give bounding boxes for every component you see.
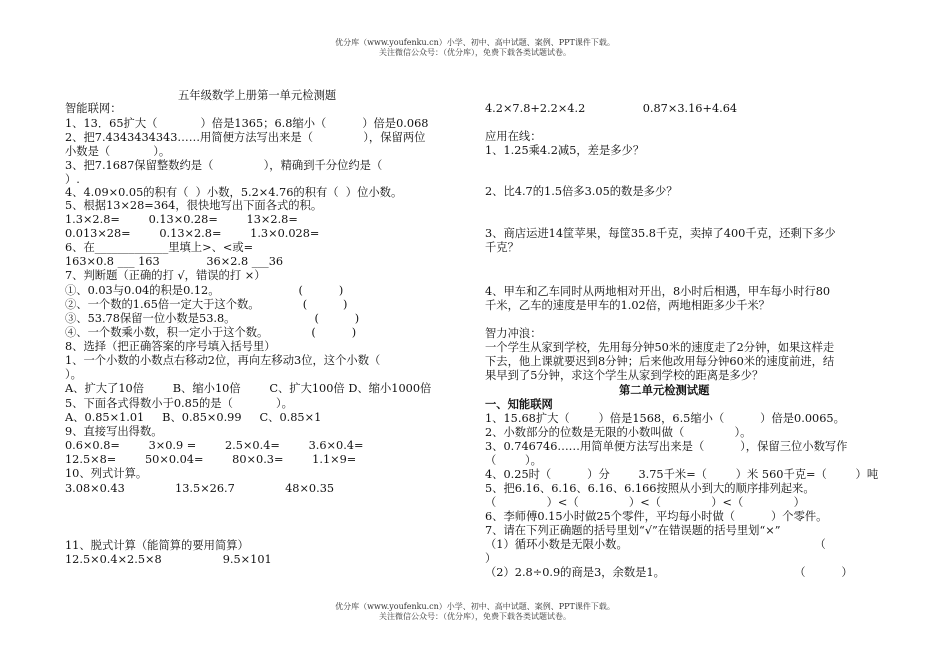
right-line: （2）2.8÷0.9的商是3，余数是1。 （ ） <box>485 566 853 579</box>
right-line: 智力冲浪： <box>485 327 542 340</box>
left-line: 0.6×0.8= 3×0.9 = 2.5×0.4= 3.6×0.4= <box>65 439 364 452</box>
exam-title: 五年级数学上册第一单元检测题 <box>178 89 337 102</box>
left-line: 12.5×8= 50×0.04= 80×0.3= 1.1×9= <box>65 453 357 466</box>
left-line: 0.013×28= 0.13×2.8= 1.3×0.028= <box>65 227 320 240</box>
footer-line-1: 优分库（www.youfenku.cn）小学、初中、高中试题、案例、PPT课件下载。 <box>335 602 615 611</box>
right-line: 2、小数部分的位数是无限的小数叫做（ ）。 <box>485 426 752 439</box>
left-line: ③、53.78保留一位小数是53.8。 ( ) <box>65 312 360 325</box>
left-line: 3.08×0.43 13.5×26.7 48×0.35 <box>65 482 335 495</box>
left-line: 11、脱式计算（能简算的要用简算） <box>65 539 249 552</box>
right-line: （1）循环小数是无限小数。 （ <box>485 538 826 551</box>
header-line-1: 优分库（www.youfenku.cn）小学、初中、高中试题、案例、PPT课件下载。 <box>335 38 615 47</box>
page-footer <box>0 602 950 622</box>
right-line: 3、商店运进14筐苹果，每筐35.8千克，卖掉了400千克，还剩下多少 <box>485 227 836 240</box>
right-line: 6、李师傅0.15小时做25个零件，平均每小时做（ ）个零件。 <box>485 510 828 523</box>
left-line: ②、一个数的1.65倍一定大于这个数。 ( ) <box>65 298 348 311</box>
left-line: 6、在_____________里填上>、<或= <box>65 241 254 254</box>
left-line: ④、一个数乘小数，积一定小于这个数。 ( ) <box>65 326 357 339</box>
left-column <box>65 0 470 668</box>
right-line: 2、比4.7的1.5倍多3.05的数是多少？ <box>485 185 678 198</box>
left-line: 1.3×2.8= 0.13×0.28= 13×2.8= <box>65 213 298 226</box>
left-line: 4、4.09×0.05的积有（ ）小数，5.2×4.76的积有（ ）位小数。 <box>65 186 403 199</box>
left-line: 9、直接写出得数。 <box>65 425 163 438</box>
left-line: ）. <box>65 173 80 186</box>
left-line: 10、列式计算。 <box>65 467 148 480</box>
footer-line-2: 关注微信公众号：（优分库），免费下载各类试题试卷。 <box>379 612 571 621</box>
right-line: 千米，乙车的速度是甲车的1.02倍，两地相距多少千米？ <box>485 299 770 312</box>
right-line: 1、1.25乘4.2减5，差是多少？ <box>485 144 645 157</box>
right-line: ） <box>485 552 497 565</box>
right-line: 1、15.68扩大（ ）倍是1568，6.5缩小（ ）倍是0.0065。 <box>485 412 845 425</box>
right-line: 5、把6.16、6.16、6.16、6.166按照从小到大的顺序排列起来。 <box>485 482 815 495</box>
right-line: 一个学生从家到学校，先用每分钟50米的速度走了2分钟，如果这样走 <box>485 341 835 354</box>
left-line: 1、一个小数的小数点右移动2位，再向左移动3位，这个小数（ <box>65 354 381 367</box>
left-line: 3、把7.1687保留整数约是（ ），精确到千分位约是（ <box>65 159 383 172</box>
right-line: （ ）<（ ）<（ ）<（ ） <box>485 496 805 509</box>
left-line: 5、根据13×28=364，很快地写出下面各式的积。 <box>65 199 323 212</box>
left-line: A、0.85×1.01 B、0.85×0.99 C、0.85×1 <box>65 411 322 424</box>
right-line: 3、0.746746……用简单便方法写出来是（ ），保留三位小数写作 <box>485 440 848 453</box>
left-line: 7、判断题（正确的打 √，错误的打 ×） <box>65 269 266 282</box>
left-line: 智能联网： <box>65 102 122 115</box>
right-line: 4、甲车和乙车同时从两地相对开出，8小时后相遇，甲车每小时行80 <box>485 285 831 298</box>
right-line: （ ）。 <box>485 454 542 467</box>
right-line: 4.2×7.8+2.2×4.2 0.87×3.16+4.64 <box>485 102 738 115</box>
left-line: 小数是（ ）。 <box>65 145 171 158</box>
left-line: ①、0.03与0.04的积是0.12。 ( ) <box>65 284 344 297</box>
left-line: 8、选择（把正确答案的序号填入括号里） <box>65 340 276 353</box>
right-line: 千克？ <box>485 241 519 254</box>
right-line: 下去，他上课就要迟到8分钟；后来他改用每分钟60米的速度前进，结 <box>485 355 835 368</box>
left-line: 1、13．65扩大（ ）倍是1365；6.8缩小（ ）倍是0.068 <box>65 117 429 130</box>
unit-two-title: 第二单元检测试题 <box>619 383 710 397</box>
left-line: A、扩大了10倍 B、缩小10倍 C、扩大100倍 D、缩小1000倍 <box>65 382 432 395</box>
right-line: 4、0.25时（ ）分 3.75千米=（ ）米 560千克=（ ）吨 <box>485 468 879 481</box>
left-line: 12.5×0.4×2.5×8 9.5×101 <box>65 553 272 566</box>
header-line-2: 关注微信公众号：（优分库），免费下载各类试题试卷。 <box>379 48 571 57</box>
right-line: 7、请在下列正确题的括号里划“√”在错误题的括号里划“×” <box>485 524 781 537</box>
right-line: 果早到了5分钟，求这个学生从家到学校的距离是多少？ <box>485 369 764 382</box>
section-heading: 一、知能联网 <box>485 397 553 411</box>
left-line: ）。 <box>65 368 82 381</box>
right-column <box>485 0 895 668</box>
right-line: 应用在线： <box>485 130 542 143</box>
left-line: 2、把7.4343434343……用简便方法写出来是（ ），保留两位 <box>65 131 426 144</box>
left-line: 163×0.8 ___ 163 36×2.8 ___36 <box>65 255 284 268</box>
left-line: 5、下面各式得数小于0.85的是（ ）。 <box>65 397 293 410</box>
